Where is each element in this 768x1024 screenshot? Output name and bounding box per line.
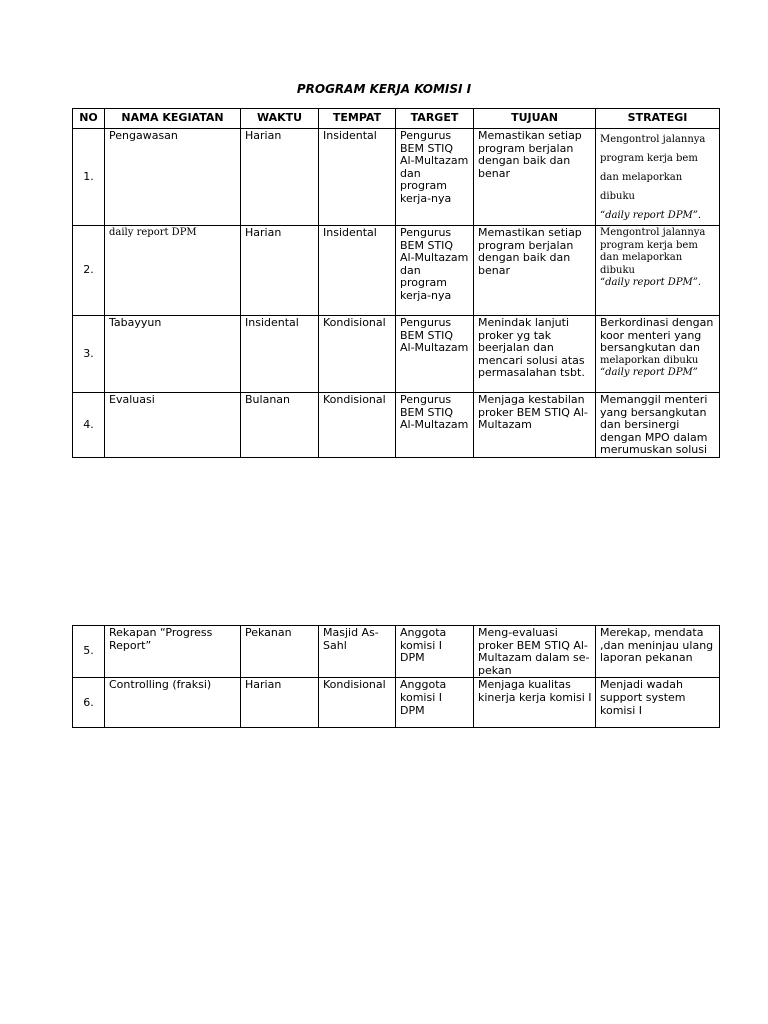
cell-strategi: Merekap, mendata ,dan meninjau ulang laporan pekanan [596,626,720,678]
cell-strategi [596,316,720,393]
header-nama-kegiatan: NAMA KEGIATAN [105,109,241,129]
cell-nama: Controlling (fraksi) [105,678,241,728]
cell-tujuan: Menindak lanjuti proker yg tak beerjalan dan mencari solusi atas permasalahan tsbt. [474,316,596,393]
cell-tempat: Insidental [319,226,396,316]
cell-tujuan: Menjaga kualitas kinerja kerja komisi I [474,678,596,728]
cell-waktu: Bulanan [241,393,319,458]
header-no: NO [73,109,105,129]
cell-no: 5. [73,626,105,678]
cell-target: Pengurus BEM STIQ Al-Multazam [396,393,474,458]
header-tujuan: TUJUAN [474,109,596,129]
strategi-serif: melaporkan dibuku [600,354,699,366]
cell-tujuan: Meng-evaluasi proker BEM STIQ Al-Multazam dalam se-pekan [474,626,596,678]
table-row [73,393,720,458]
cell-no: 4. [73,393,105,458]
cell-target: Pengurus BEM STIQ Al-Multazam [396,316,474,393]
cell-waktu: Harian [241,678,319,728]
strategi-italic: “daily report DPM”. [600,277,702,289]
table-row [73,626,720,678]
table-row [73,316,720,393]
header-target: TARGET [396,109,474,129]
strategi-text: Mengontrol jalannya program kerja bem dan melaporkan dibuku [600,134,706,202]
cell-tempat: Masjid As-Sahl [319,626,396,678]
page-title: PROGRAM KERJA KOMISI I [296,82,472,96]
table-header-row [73,109,720,129]
cell-nama: Rekapan “Progress Report” [105,626,241,678]
table-row [73,129,720,226]
cell-waktu: Insidental [241,316,319,393]
cell-waktu: Harian [241,226,319,316]
strategi-text: Mengontrol jalannya program kerja bem dan melaporkan dibuku [600,227,706,276]
header-strategi: STRATEGI [596,109,720,129]
strategi-italic: “daily report DPM” [600,367,698,379]
cell-nama: Evaluasi [105,393,241,458]
cell-target: Anggota komisi I DPM [396,626,474,678]
cell-no: 2. [73,226,105,316]
header-tempat: TEMPAT [319,109,396,129]
cell-strategi [596,226,720,316]
cell-strategi: Menjadi wadah support system komisi I [596,678,720,728]
cell-nama: daily report DPM [105,226,241,316]
cell-no: 1. [73,129,105,226]
header-waktu: WAKTU [241,109,319,129]
program-table-continued [72,625,720,728]
cell-tempat: Kondisional [319,678,396,728]
cell-target: Pengurus BEM STIQ Al-Multazam dan program kerja-nya [396,129,474,226]
cell-tempat: Kondisional [319,393,396,458]
cell-strategi: Memanggil menteri yang bersangkutan dan bersinergi dengan MPO dalam merumuskan solusi [596,393,720,458]
cell-no: 3. [73,316,105,393]
cell-waktu: Pekanan [241,626,319,678]
table-row [73,678,720,728]
cell-tujuan: Memastikan setiap program berjalan dengan baik dan benar [474,226,596,316]
cell-tujuan: Memastikan setiap program berjalan dengan baik dan benar [474,129,596,226]
cell-nama: Pengawasan [105,129,241,226]
cell-tujuan: Menjaga kestabilan proker BEM STIQ Al-Multazam [474,393,596,458]
cell-target: Anggota komisi I DPM [396,678,474,728]
cell-target: Pengurus BEM STIQ Al-Multazam dan program kerja-nya [396,226,474,316]
program-table [72,108,720,458]
strategi-italic: “daily report DPM”. [600,210,702,221]
cell-tempat: Kondisional [319,316,396,393]
cell-no: 6. [73,678,105,728]
table-row [73,226,720,316]
cell-tempat: Insidental [319,129,396,226]
cell-strategi [596,129,720,226]
cell-nama: Tabayyun [105,316,241,393]
strategi-text: Berkordinasi dengan koor menteri yang bersangkutan dan [600,316,714,355]
cell-waktu: Harian [241,129,319,226]
